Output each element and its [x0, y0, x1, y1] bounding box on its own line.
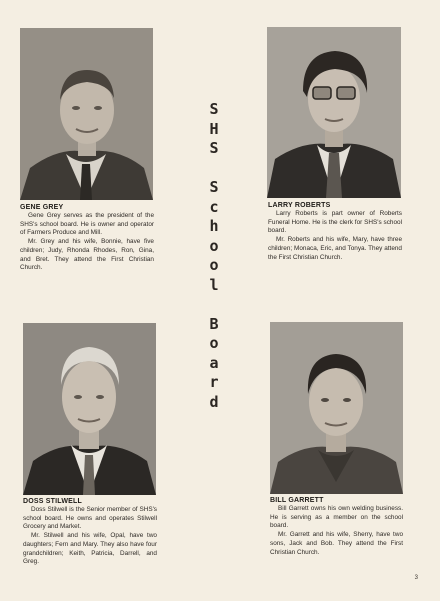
member-name: DOSS STILWELL: [23, 498, 82, 505]
title-letter: o: [209, 236, 219, 255]
bio-paragraph: Mr. Roberts and his wife, Mary, have three children; Monaca, Eric, and Tonya. They attend the First Christian Church.: [268, 236, 402, 261]
photo-gene-grey: [20, 28, 153, 200]
page-number: 3: [414, 575, 418, 581]
title-letter: o: [209, 256, 219, 274]
title-letter: a: [209, 353, 219, 372]
title-letter: l: [209, 275, 219, 294]
title-letter: H: [209, 119, 219, 138]
photo-larry-roberts: [267, 27, 401, 198]
title-letter: o: [209, 334, 219, 352]
title-letter: S: [209, 178, 219, 196]
bio-paragraph: Larry Roberts is part owner of Roberts Funeral Home. He is the clerk for SHS's school board.: [268, 210, 402, 235]
bio-paragraph: Bill Garrett owns his own welding business. He is serving as a member on the school board.: [270, 505, 403, 530]
member-bio: [20, 212, 154, 273]
photo-bill-garrett: [270, 322, 403, 494]
vertical-title-shs-school-board: [203, 100, 225, 412]
member-bio: [23, 506, 157, 567]
title-letter: h: [209, 217, 219, 235]
member-bio: [270, 505, 403, 557]
bio-paragraph: Doss Stilwell is the Senior member of SHS's school board. He owns and operates Stilwell Grocery and Market.: [23, 506, 157, 531]
title-gap: [203, 295, 225, 315]
bio-paragraph: Gene Grey serves as the president of the SHS's school board. He is owner and operator of Farmers Produce and Mill.: [20, 212, 154, 237]
title-letter: d: [209, 392, 219, 411]
photo-doss-stilwell: [23, 323, 156, 495]
member-name: GENE GREY: [20, 204, 64, 211]
title-letter: r: [209, 373, 219, 391]
member-bio: [268, 210, 402, 262]
member-name: LARRY ROBERTS: [268, 202, 331, 209]
title-letter: S: [209, 100, 219, 118]
member-name: BILL GARRETT: [270, 497, 324, 504]
bio-paragraph: Mr. Garrett and his wife, Sherry, have two sons, Jack and Bob. They attend the First Christian Church.: [270, 531, 403, 556]
bio-paragraph: Mr. Grey and his wife, Bonnie, have five children; Judy, Rhonda Rhodes, Ron, Gina, and Bret. They attend the First Christian Church.: [20, 238, 154, 272]
title-letter: B: [209, 314, 219, 333]
title-gap: [203, 159, 225, 179]
title-letter: S: [209, 139, 219, 157]
bio-paragraph: Mr. Stilwell and his wife, Opal, have two daughters; Fern and Mary. They also have four grandchildren; Keith, Patricia, Darrell, and Greg.: [23, 532, 157, 566]
title-letter: c: [209, 197, 219, 216]
